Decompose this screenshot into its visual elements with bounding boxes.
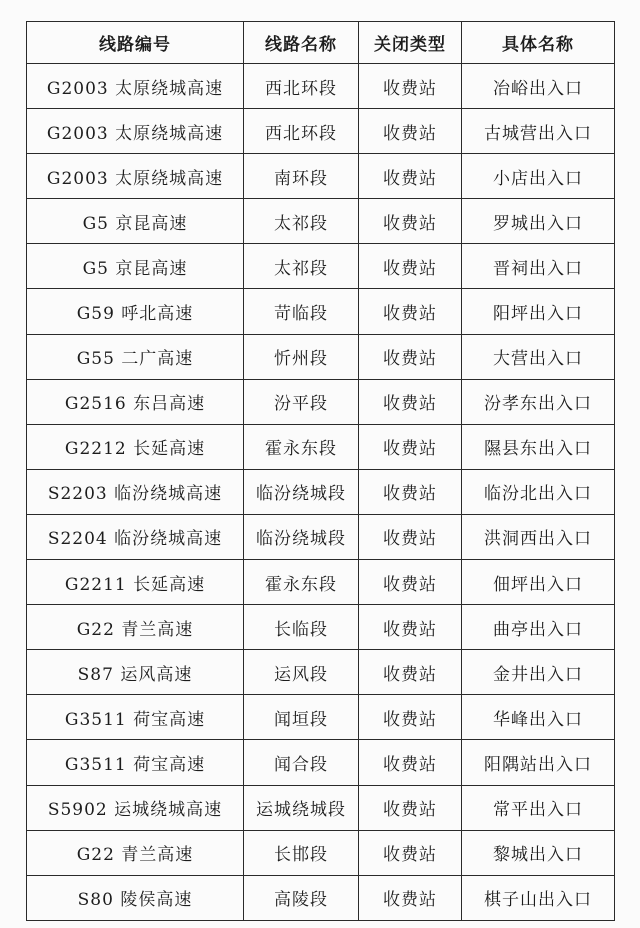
closure-table (26, 21, 615, 921)
table-row (27, 740, 615, 785)
cell-route-name: 苛临段 (244, 289, 359, 334)
cell-route-code: G2003 太原绕城高速 (27, 154, 244, 199)
table-row (27, 379, 615, 424)
table-row (27, 695, 615, 740)
cell-closure-type: 收费站 (359, 109, 462, 154)
table-row (27, 830, 615, 875)
table-row (27, 605, 615, 650)
cell-route-code: G22 青兰高速 (27, 830, 244, 875)
cell-closure-type: 收费站 (359, 289, 462, 334)
header-route-code: 线路编号 (27, 22, 244, 64)
cell-route-name: 运风段 (244, 650, 359, 695)
header-specific-name: 具体名称 (462, 22, 615, 64)
cell-closure-type: 收费站 (359, 199, 462, 244)
table-row (27, 154, 615, 199)
cell-route-code: G2212 长延高速 (27, 424, 244, 469)
cell-closure-type: 收费站 (359, 695, 462, 740)
cell-route-code: G2211 长延高速 (27, 560, 244, 605)
cell-route-code: S2204 临汾绕城高速 (27, 514, 244, 559)
table-row (27, 424, 615, 469)
table-row (27, 650, 615, 695)
cell-closure-type: 收费站 (359, 740, 462, 785)
cell-closure-type: 收费站 (359, 605, 462, 650)
cell-closure-type: 收费站 (359, 469, 462, 514)
cell-route-name: 长邯段 (244, 830, 359, 875)
cell-route-name: 运城绕城段 (244, 785, 359, 830)
cell-specific-name: 曲亭出入口 (462, 605, 615, 650)
cell-route-code: G5 京昆高速 (27, 199, 244, 244)
cell-closure-type: 收费站 (359, 785, 462, 830)
cell-route-name: 霍永东段 (244, 560, 359, 605)
cell-route-name: 太祁段 (244, 199, 359, 244)
cell-route-name: 临汾绕城段 (244, 469, 359, 514)
cell-specific-name: 阳隅站出入口 (462, 740, 615, 785)
table-row (27, 289, 615, 334)
cell-specific-name: 冶峪出入口 (462, 64, 615, 109)
cell-route-code: G2003 太原绕城高速 (27, 64, 244, 109)
table-row (27, 109, 615, 154)
cell-route-name: 高陵段 (244, 875, 359, 920)
cell-closure-type: 收费站 (359, 64, 462, 109)
cell-route-name: 闻垣段 (244, 695, 359, 740)
table-row (27, 199, 615, 244)
header-row (27, 22, 615, 64)
cell-route-name: 长临段 (244, 605, 359, 650)
cell-specific-name: 大营出入口 (462, 334, 615, 379)
cell-route-name: 临汾绕城段 (244, 514, 359, 559)
cell-route-name: 西北环段 (244, 64, 359, 109)
table-row (27, 875, 615, 920)
cell-closure-type: 收费站 (359, 334, 462, 379)
cell-route-name: 太祁段 (244, 244, 359, 289)
cell-closure-type: 收费站 (359, 830, 462, 875)
cell-specific-name: 阳坪出入口 (462, 289, 615, 334)
table-row (27, 244, 615, 289)
cell-specific-name: 隰县东出入口 (462, 424, 615, 469)
table-row (27, 560, 615, 605)
cell-specific-name: 常平出入口 (462, 785, 615, 830)
table-row (27, 469, 615, 514)
cell-closure-type: 收费站 (359, 424, 462, 469)
cell-specific-name: 汾孝东出入口 (462, 379, 615, 424)
table-row (27, 64, 615, 109)
cell-route-code: G3511 荷宝高速 (27, 695, 244, 740)
cell-route-code: G2003 太原绕城高速 (27, 109, 244, 154)
cell-specific-name: 古城营出入口 (462, 109, 615, 154)
header-route-name: 线路名称 (244, 22, 359, 64)
cell-closure-type: 收费站 (359, 514, 462, 559)
cell-route-name: 忻州段 (244, 334, 359, 379)
cell-route-code: G5 京昆高速 (27, 244, 244, 289)
cell-route-code: S80 陵侯高速 (27, 875, 244, 920)
table-row (27, 334, 615, 379)
cell-closure-type: 收费站 (359, 154, 462, 199)
cell-specific-name: 罗城出入口 (462, 199, 615, 244)
cell-route-name: 南环段 (244, 154, 359, 199)
cell-closure-type: 收费站 (359, 650, 462, 695)
cell-specific-name: 晋祠出入口 (462, 244, 615, 289)
cell-specific-name: 黎城出入口 (462, 830, 615, 875)
cell-route-code: G2516 东吕高速 (27, 379, 244, 424)
cell-specific-name: 华峰出入口 (462, 695, 615, 740)
cell-specific-name: 佃坪出入口 (462, 560, 615, 605)
cell-route-code: S5902 运城绕城高速 (27, 785, 244, 830)
cell-route-code: G22 青兰高速 (27, 605, 244, 650)
cell-closure-type: 收费站 (359, 244, 462, 289)
cell-route-code: G55 二广高速 (27, 334, 244, 379)
cell-specific-name: 小店出入口 (462, 154, 615, 199)
cell-closure-type: 收费站 (359, 560, 462, 605)
cell-closure-type: 收费站 (359, 379, 462, 424)
table-row (27, 785, 615, 830)
cell-route-name: 霍永东段 (244, 424, 359, 469)
header-closure-type: 关闭类型 (359, 22, 462, 64)
cell-route-name: 闻合段 (244, 740, 359, 785)
cell-route-code: G3511 荷宝高速 (27, 740, 244, 785)
cell-specific-name: 金井出入口 (462, 650, 615, 695)
cell-specific-name: 棋子山出入口 (462, 875, 615, 920)
cell-route-code: S87 运风高速 (27, 650, 244, 695)
cell-route-code: S2203 临汾绕城高速 (27, 469, 244, 514)
table-row (27, 514, 615, 559)
cell-closure-type: 收费站 (359, 875, 462, 920)
cell-route-name: 汾平段 (244, 379, 359, 424)
cell-route-code: G59 呼北高速 (27, 289, 244, 334)
cell-route-name: 西北环段 (244, 109, 359, 154)
cell-specific-name: 临汾北出入口 (462, 469, 615, 514)
cell-specific-name: 洪洞西出入口 (462, 514, 615, 559)
